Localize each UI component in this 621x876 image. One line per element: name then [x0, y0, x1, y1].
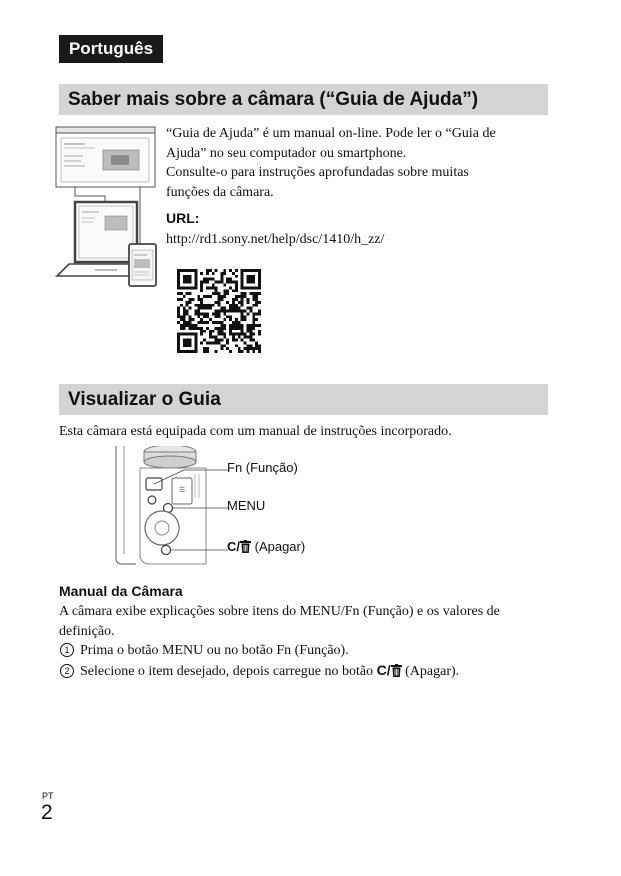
trash-icon [391, 664, 402, 677]
step-number-badge: 1 [60, 643, 74, 657]
manual-description-line: A câmara exibe explicações sobre itens do MENU/Fn (Função) e os valores de [59, 604, 500, 619]
fn-callout: Fn (Função) [227, 460, 298, 475]
delete-button-label: C/ [376, 662, 391, 678]
delete-callout-suffix: (Apagar) [251, 539, 306, 554]
url-label: URL: [166, 210, 200, 226]
help-guide-url[interactable]: http://rd1.sony.net/help/dsc/1410/h_zz/ [166, 232, 385, 247]
help-guide-description [166, 124, 551, 202]
language-code: PT [42, 791, 54, 801]
svg-text:☰: ☰ [178, 487, 186, 494]
devices-illustration [55, 124, 160, 289]
step-1 [60, 641, 349, 661]
step-text: Selecione o item desejado, depois carregue no botão [80, 664, 377, 679]
step-number-badge: 2 [60, 664, 74, 678]
manual-description-line: definição. [59, 623, 115, 639]
description-line: “Guia de Ajuda” é um manual on-line. Pode ler o “Guia de [166, 126, 496, 141]
language-tab: Português [59, 35, 163, 63]
description-line: Ajuda” no seu computador ou smartphone. [166, 145, 407, 161]
section-title-view-guide: Visualizar o Guia [59, 384, 548, 415]
delete-callout-prefix: C/ [227, 539, 240, 554]
manual-description [59, 602, 559, 641]
delete-callout [227, 539, 305, 554]
description-line: Consulte-o para instruções aprofundadas sobre muitas [166, 165, 469, 180]
camera-back-illustration [110, 446, 230, 568]
menu-callout: MENU [227, 498, 266, 513]
step-2 [60, 661, 459, 682]
page-number: 2 [41, 801, 53, 824]
qr-code [177, 269, 261, 353]
step-text: Prima o botão MENU ou no botão Fn (Função). [80, 643, 349, 658]
view-guide-intro: Esta câmara está equipada com um manual de instruções incorporado. [59, 424, 452, 439]
section-title-help-guide: Saber mais sobre a câmara (“Guia de Ajuda”) [59, 84, 548, 115]
trash-icon [240, 540, 251, 553]
manual-heading: Manual da Câmara [59, 583, 183, 599]
description-line: funções da câmara. [166, 184, 274, 200]
step-text-end: (Apagar). [401, 664, 460, 679]
